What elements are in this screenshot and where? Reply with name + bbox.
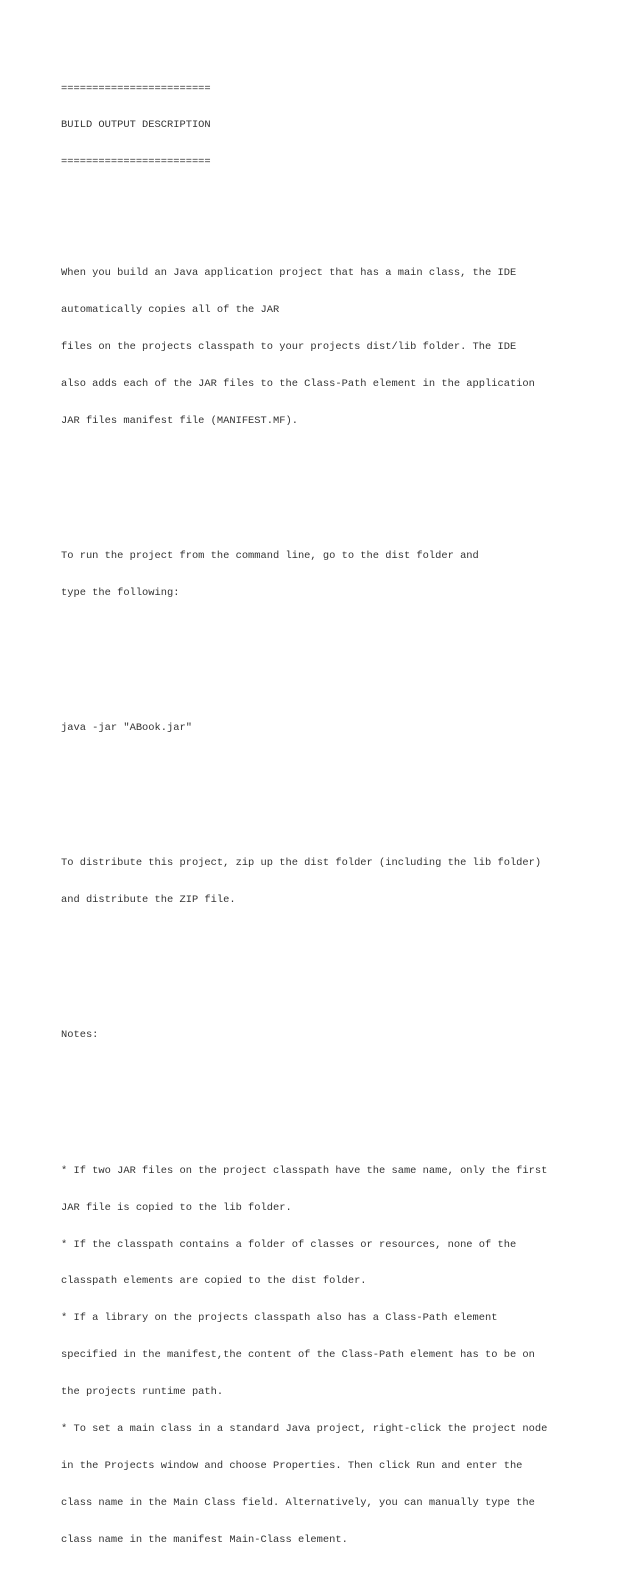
note-line: JAR file is copied to the lib folder. <box>61 1201 292 1214</box>
note-line: classpath elements are copied to the dist folder. <box>61 1275 367 1288</box>
note-line: specified in the manifest,the content of the Class-Path element has to be on <box>61 1349 535 1362</box>
notes-heading: Notes: <box>61 1029 99 1042</box>
text-line: type the following: <box>61 586 180 599</box>
spacer <box>61 476 621 488</box>
note-line: class name in the Main Class field. Alternatively, you can manually type the <box>61 1496 535 1509</box>
text-line: and distribute the ZIP file. <box>61 894 236 907</box>
readme-document <box>61 58 621 1583</box>
note-line: * If two JAR files on the project classpath have the same name, only the first <box>61 1164 548 1177</box>
note-line: * If the classpath contains a folder of classes or resources, none of the <box>61 1238 517 1251</box>
text-line: To distribute this project, zip up the dist folder (including the lib folder) <box>61 857 542 870</box>
spacer <box>61 648 621 660</box>
build-description-paragraph <box>61 242 621 451</box>
command-line: java -jar "ABook.jar" <box>61 722 192 735</box>
run-command-paragraph <box>61 697 621 758</box>
spacer <box>61 193 621 205</box>
spacer <box>61 1091 621 1103</box>
note-line: class name in the manifest Main-Class element. <box>61 1533 348 1546</box>
note-line: the projects runtime path. <box>61 1386 224 1399</box>
spacer <box>61 784 621 796</box>
distribution-paragraph <box>61 833 621 931</box>
text-line: JAR files manifest file (MANIFEST.MF). <box>61 414 298 427</box>
text-line: automatically copies all of the JAR <box>61 303 280 316</box>
notes-list <box>61 1140 621 1570</box>
note-line: in the Projects window and choose Properties. Then click Run and enter the <box>61 1459 523 1472</box>
note-line: * To set a main class in a standard Java project, right-click the project node <box>61 1422 548 1435</box>
notes-heading-paragraph <box>61 1005 621 1066</box>
run-instructions-paragraph <box>61 525 621 623</box>
text-line: When you build an Java application project that has a main class, the IDE <box>61 267 517 280</box>
header-rule-bottom: ======================== <box>61 156 211 169</box>
text-line: also adds each of the JAR files to the Class-Path element in the application <box>61 377 535 390</box>
text-line: files on the projects classpath to your projects dist/lib folder. The IDE <box>61 340 517 353</box>
text-line: To run the project from the command line, go to the dist folder and <box>61 549 479 562</box>
header-rule-top: ======================== <box>61 82 211 95</box>
note-line: * If a library on the projects classpath also has a Class-Path element <box>61 1312 498 1325</box>
document-title: BUILD OUTPUT DESCRIPTION <box>61 119 211 132</box>
spacer <box>61 956 621 968</box>
